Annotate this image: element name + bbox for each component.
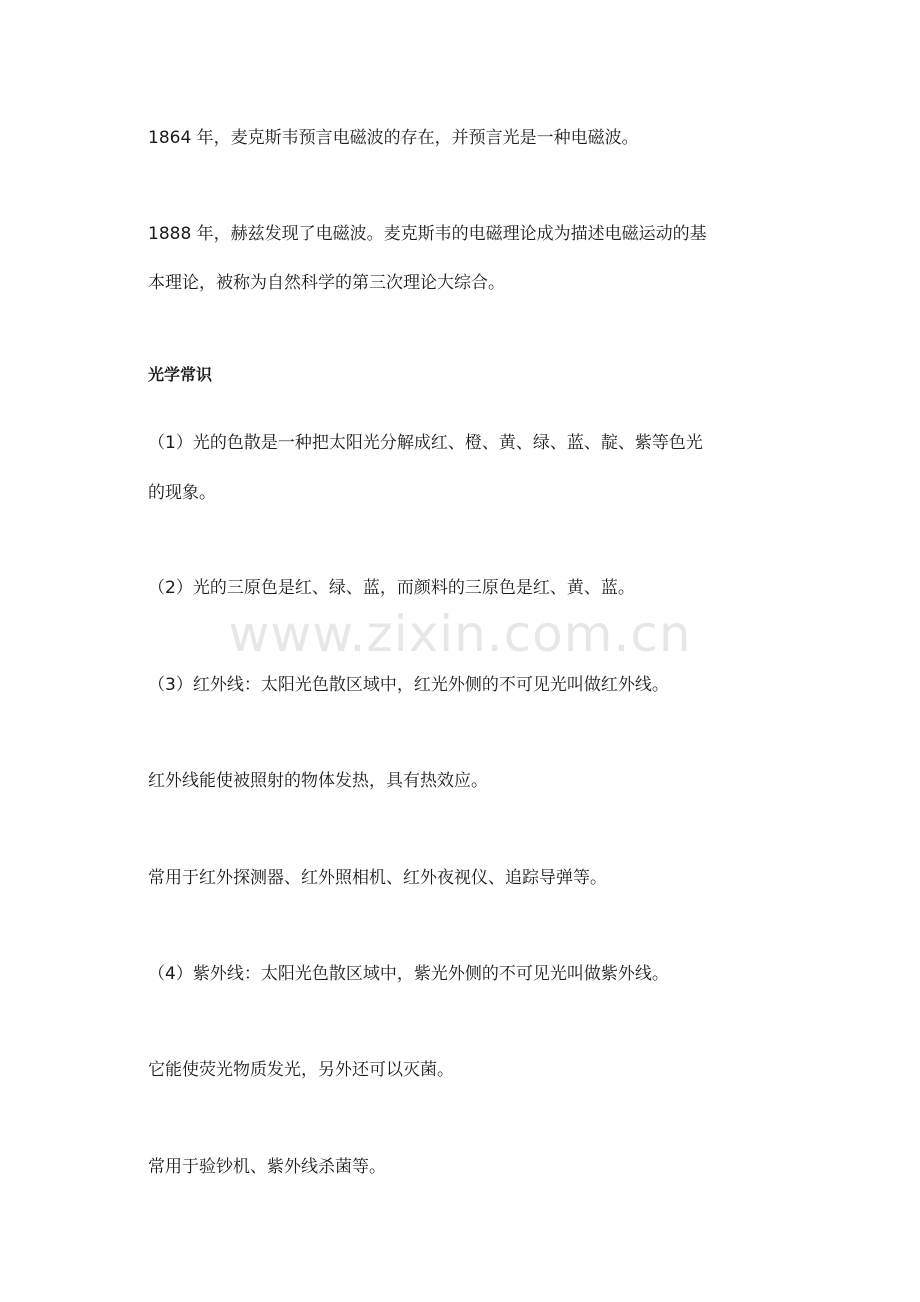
infrared-use-text: 常用于红外探测器、红外照相机、红外夜视仪、追踪导弹等。 <box>148 868 607 888</box>
paragraph-hertz-1888-line2: 本理论，被称为自然科学的第三次理论大综合。 <box>148 273 505 293</box>
item-ultraviolet: （4）紫外线：太阳光色散区域中，紫光外侧的不可见光叫做紫外线。 <box>148 964 669 984</box>
watermark: www.zixin.com.cn <box>228 605 692 663</box>
item-dispersion-line2: 的现象。 <box>148 483 216 503</box>
uv-effect-text: 它能使荧光物质发光，另外还可以灭菌。 <box>148 1060 454 1080</box>
item-primary-colors: （2）光的三原色是红、绿、蓝，而颜料的三原色是红、黄、蓝。 <box>148 578 635 598</box>
item-dispersion-line1: （1）光的色散是一种把太阳光分解成红、橙、黄、绿、蓝、靛、紫等色光 <box>148 433 703 453</box>
infrared-effect-text: 红外线能使被照射的物体发热，具有热效应。 <box>148 771 488 791</box>
paragraph-maxwell-1864: 1864 年，麦克斯韦预言电磁波的存在，并预言光是一种电磁波。 <box>148 128 639 148</box>
uv-use-text: 常用于验钞机、紫外线杀菌等。 <box>148 1157 386 1177</box>
item-infrared: （3）红外线：太阳光色散区域中，红光外侧的不可见光叫做红外线。 <box>148 675 669 695</box>
section-heading-optics: 光学常识 <box>148 365 213 384</box>
paragraph-hertz-1888-line1: 1888 年，赫兹发现了电磁波。麦克斯韦的电磁理论成为描述电磁运动的基 <box>148 224 707 244</box>
